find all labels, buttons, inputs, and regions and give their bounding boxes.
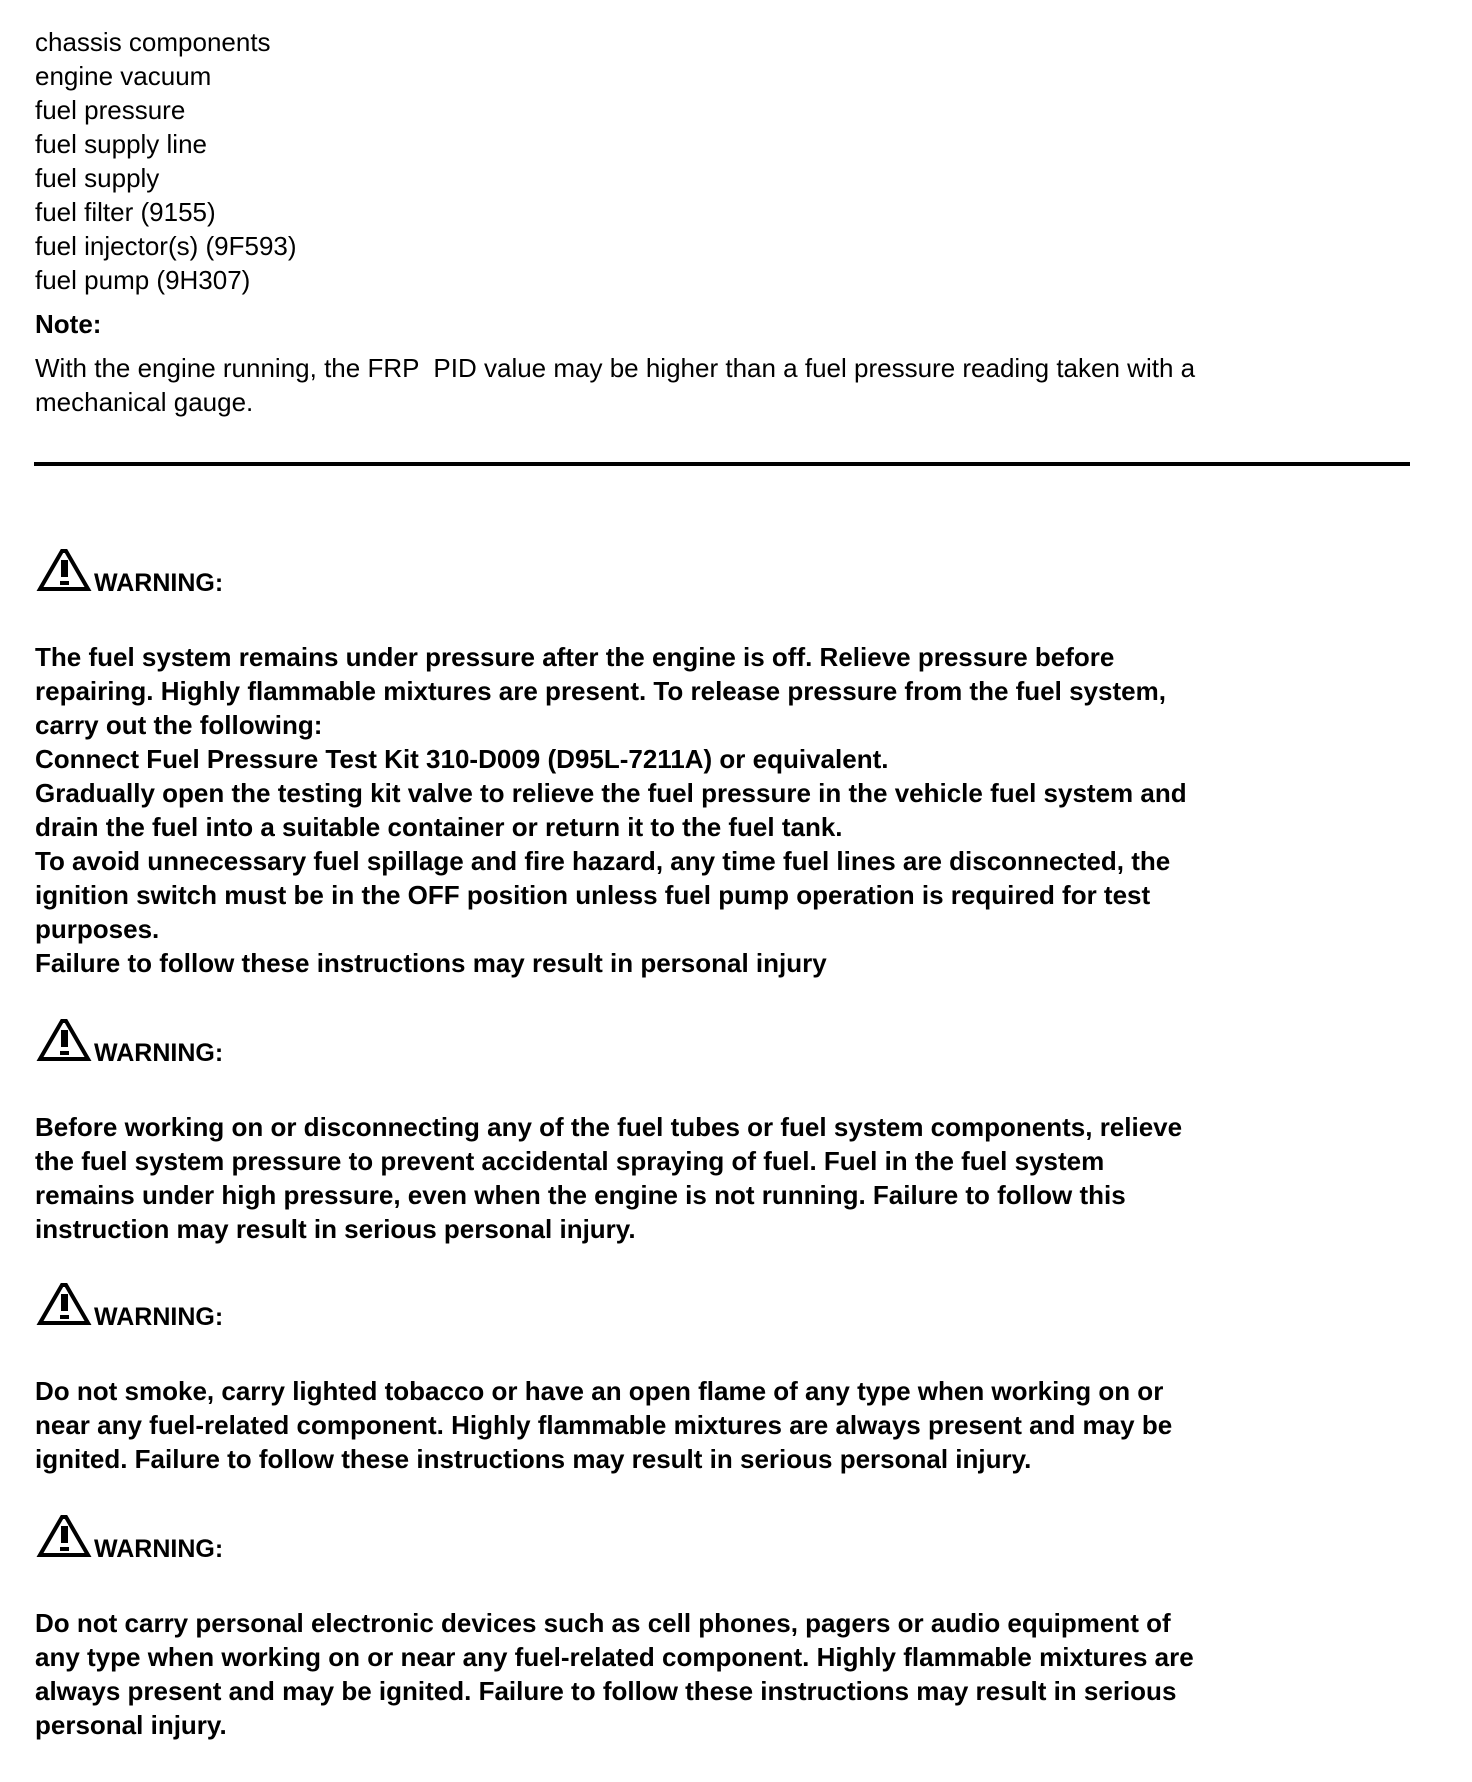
- warning-label: WARNING:: [94, 1039, 224, 1067]
- warning-line: To avoid unnecessary fuel spillage and fire hazard, any time fuel lines are disconnected, the: [35, 846, 1171, 876]
- warning-line: Do not smoke, carry lighted tobacco or have an open flame of any type when working on or: [35, 1376, 1164, 1406]
- component-item: fuel supply: [35, 163, 160, 193]
- warning-line: Do not carry personal electronic devices such as cell phones, pagers or audio equipment of: [35, 1608, 1171, 1638]
- warning-line: near any fuel-related component. Highly flammable mixtures are always present and may be: [35, 1410, 1173, 1440]
- warning-line: Connect Fuel Pressure Test Kit 310-D009 (D95L-7211A) or equivalent.: [35, 744, 889, 774]
- divider: [34, 462, 1410, 466]
- component-item: engine vacuum: [35, 61, 212, 91]
- warning-line: Failure to follow these instructions may result in personal injury: [35, 948, 827, 978]
- warning-triangle-icon: [36, 1281, 98, 1330]
- warning-line: drain the fuel into a suitable container or return it to the fuel tank.: [35, 812, 843, 842]
- warning-line: repairing. Highly flammable mixtures are present. To release pressure from the fuel system,: [35, 676, 1166, 706]
- warning-heading: [36, 556, 223, 596]
- warning-triangle-icon: [36, 547, 98, 596]
- warning-line: Before working on or disconnecting any of the fuel tubes or fuel system components, relieve: [35, 1112, 1183, 1142]
- component-item: fuel filter (9155): [35, 197, 216, 227]
- component-item: fuel pump (9H307): [35, 265, 251, 295]
- warning-line: instruction may result in serious personal injury.: [35, 1214, 636, 1244]
- warning-heading: [36, 1290, 223, 1330]
- note-line: mechanical gauge.: [35, 387, 254, 417]
- warning-line: The fuel system remains under pressure after the engine is off. Relieve pressure before: [35, 642, 1115, 672]
- component-item: chassis components: [35, 27, 271, 57]
- warning-line: ignited. Failure to follow these instructions may result in serious personal injury.: [35, 1444, 1032, 1474]
- component-item: fuel injector(s) (9F593): [35, 231, 297, 261]
- warning-triangle-icon: [36, 1513, 98, 1562]
- warning-line: carry out the following:: [35, 710, 323, 740]
- warning-line: always present and may be ignited. Failure to follow these instructions may result in serious: [35, 1676, 1177, 1706]
- warning-line: ignition switch must be in the OFF position unless fuel pump operation is required for test: [35, 880, 1151, 910]
- component-item: fuel supply line: [35, 129, 207, 159]
- warning-line: the fuel system pressure to prevent accidental spraying of fuel. Fuel in the fuel system: [35, 1146, 1105, 1176]
- note-label: Note:: [35, 309, 102, 339]
- warning-line: personal injury.: [35, 1710, 227, 1740]
- warning-heading: [36, 1522, 223, 1562]
- warning-triangle-icon: [36, 1017, 98, 1066]
- note-line: With the engine running, the FRP PID value may be higher than a fuel pressure reading taken with a: [35, 353, 1196, 383]
- component-item: fuel pressure: [35, 95, 186, 125]
- warning-heading: [36, 1026, 223, 1066]
- warning-line: remains under high pressure, even when the engine is not running. Failure to follow this: [35, 1180, 1126, 1210]
- warning-line: purposes.: [35, 914, 160, 944]
- warning-line: any type when working on or near any fuel-related component. Highly flammable mixtures are: [35, 1642, 1194, 1672]
- warning-label: WARNING:: [94, 1303, 224, 1331]
- warning-line: Gradually open the testing kit valve to relieve the fuel pressure in the vehicle fuel system and: [35, 778, 1187, 808]
- warning-label: WARNING:: [94, 569, 224, 597]
- warning-label: WARNING:: [94, 1535, 224, 1563]
